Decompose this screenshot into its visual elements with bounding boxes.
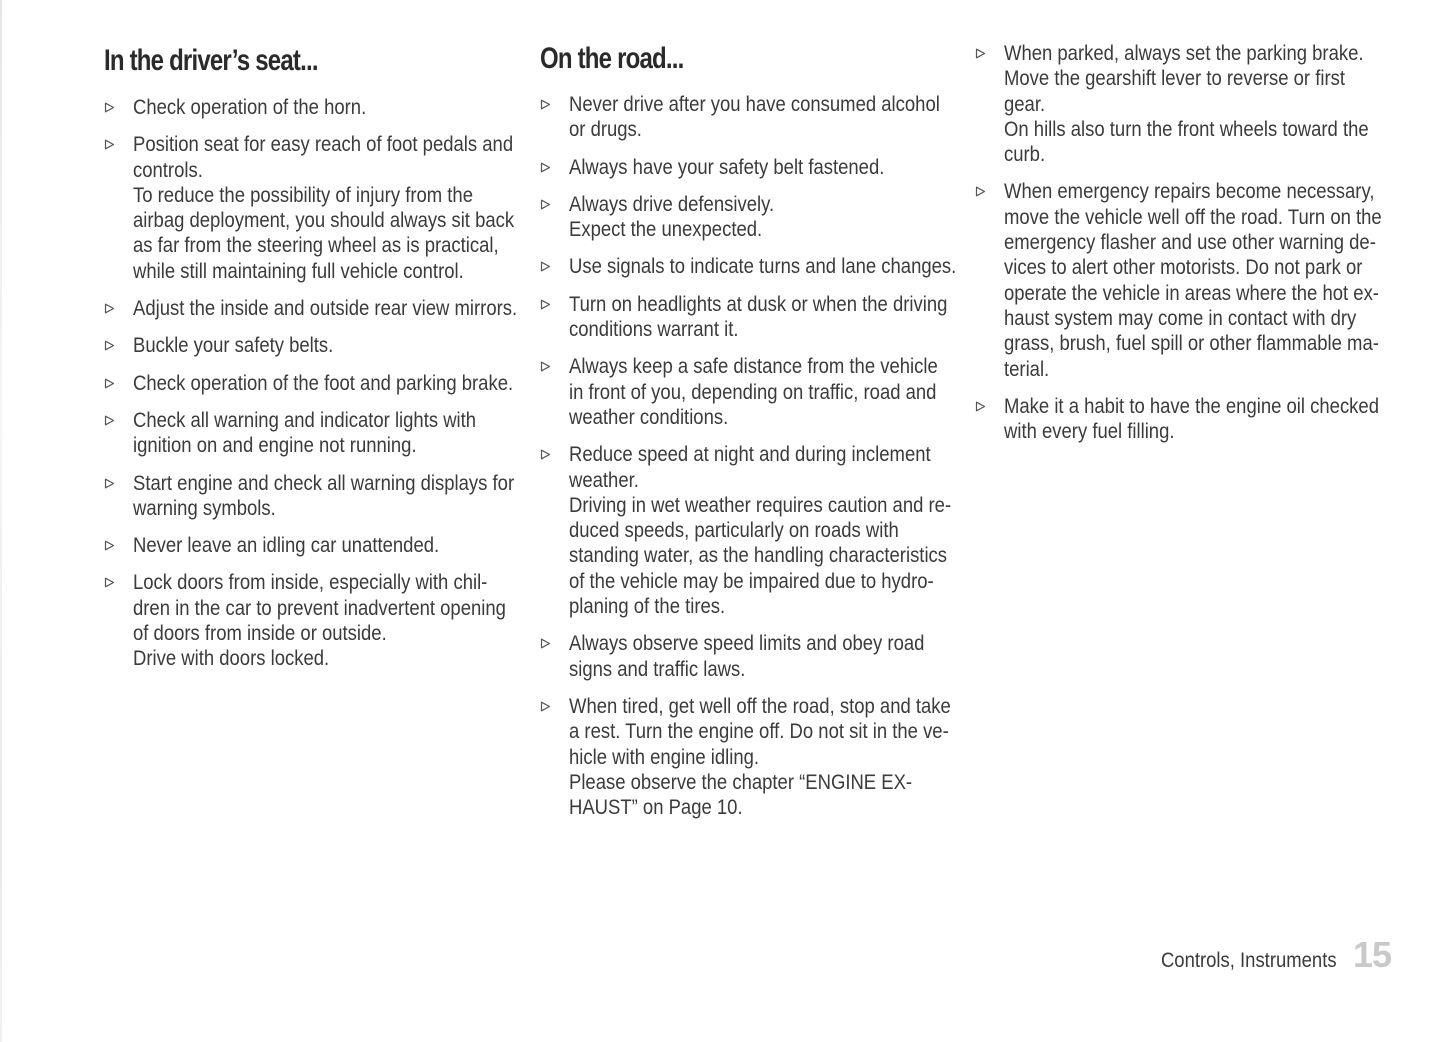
bullet-item xyxy=(104,533,524,558)
triangle-bullet-icon xyxy=(104,333,118,358)
bullet-item xyxy=(540,354,960,430)
bullet-text-line: hicle with engine idling. xyxy=(569,745,760,769)
bullet-text-line: Check operation of the foot and parking brake. xyxy=(133,371,514,395)
bullet-text-line: weather conditions. xyxy=(569,405,729,429)
bullet-text-line: HAUST” on Page 10. xyxy=(569,796,743,820)
triangle-bullet-icon xyxy=(104,296,118,321)
bullet-item xyxy=(540,155,960,180)
bullet-item xyxy=(104,95,524,120)
bullet-text-line: a rest. Turn the engine off. Do not sit in the ve- xyxy=(569,720,949,744)
bullet-item xyxy=(540,694,960,820)
bullet-item xyxy=(104,408,524,459)
bullet-item xyxy=(540,254,960,279)
bullet-list xyxy=(104,95,524,684)
bullet-text-line: operate the vehicle in areas where the hot ex- xyxy=(1004,281,1379,305)
bullet-text-line: airbag deployment, you should always sit back xyxy=(133,209,515,233)
bullet-text-line: Move the gearshift lever to reverse or first xyxy=(1004,67,1345,91)
bullet-text-line: Always observe speed limits and obey road xyxy=(569,632,925,656)
bullet-text-line: Driving in wet weather requires caution and re- xyxy=(569,493,952,517)
bullet-text-line: signs and traffic laws. xyxy=(569,657,746,681)
bullet-text-line: Always drive defensively. xyxy=(569,192,775,216)
triangle-bullet-icon xyxy=(540,292,554,317)
triangle-bullet-icon xyxy=(540,254,554,279)
page-footer xyxy=(1137,935,1391,975)
bullet-text-line: vices to alert other motorists. Do not park or xyxy=(1004,256,1363,280)
bullet-text-line: terial. xyxy=(1004,357,1050,381)
triangle-bullet-icon xyxy=(540,155,554,180)
bullet-text-line: Reduce speed at night and during inclement xyxy=(569,443,931,467)
bullet-list xyxy=(540,92,960,832)
page-number: 15 xyxy=(1352,934,1391,975)
bullet-text-line: standing water, as the handling characteristics xyxy=(569,544,948,568)
bullet-text-line: When parked, always set the parking brake. xyxy=(1004,42,1364,65)
triangle-bullet-icon xyxy=(104,471,118,496)
bullet-text-line: dren in the car to prevent inadvertent opening xyxy=(133,596,506,620)
bullet-text-line: grass, brush, fuel spill or other flammable ma- xyxy=(1004,332,1379,356)
bullet-text-line: gear. xyxy=(1004,92,1046,116)
bullet-item xyxy=(540,292,960,343)
bullet-text-line: conditions warrant it. xyxy=(569,318,739,342)
bullet-text-line: On hills also turn the front wheels toward the xyxy=(1004,117,1369,141)
bullet-item xyxy=(104,333,524,358)
bullet-item xyxy=(104,296,524,321)
bullet-text-line: Use signals to indicate turns and lane changes. xyxy=(569,255,957,279)
triangle-bullet-icon xyxy=(104,132,118,157)
bullet-text-line: Position seat for easy reach of foot pedals and xyxy=(133,133,514,157)
bullet-item xyxy=(104,471,524,522)
bullet-item xyxy=(104,132,524,284)
triangle-bullet-icon xyxy=(104,95,118,120)
bullet-text-line: Make it a habit to have the engine oil checked xyxy=(1004,394,1379,418)
bullet-text-line: Check all warning and indicator lights with xyxy=(133,408,477,432)
bullet-item xyxy=(540,92,960,143)
triangle-bullet-icon xyxy=(540,442,554,467)
bullet-item xyxy=(540,631,960,682)
bullet-item xyxy=(104,570,524,671)
bullet-item xyxy=(540,442,960,619)
triangle-bullet-icon xyxy=(104,371,118,396)
bullet-text-line: Start engine and check all warning displays for xyxy=(133,471,515,495)
triangle-bullet-icon xyxy=(104,570,118,595)
bullet-text-line: emergency flasher and use other warning de- xyxy=(1004,231,1376,255)
bullet-list xyxy=(975,41,1400,456)
bullet-text-line: move the vehicle well off the road. Turn on the xyxy=(1004,205,1382,229)
bullet-item xyxy=(975,179,1400,381)
section-heading: On the road... xyxy=(540,42,684,75)
bullet-text-line: while still maintaining full vehicle control. xyxy=(133,259,464,283)
bullet-text-line: Drive with doors locked. xyxy=(133,647,330,671)
bullet-text-line: Check operation of the horn. xyxy=(133,96,367,119)
bullet-text-line: Never leave an idling car unattended. xyxy=(133,534,440,558)
bullet-text-line: of doors from inside or outside. xyxy=(133,622,387,646)
bullet-text-line: or drugs. xyxy=(569,118,642,142)
bullet-item xyxy=(104,371,524,396)
footer-section-label: Controls, Instruments xyxy=(1161,949,1337,972)
bullet-item xyxy=(975,41,1400,167)
triangle-bullet-icon xyxy=(540,694,554,719)
triangle-bullet-icon xyxy=(540,631,554,656)
triangle-bullet-icon xyxy=(104,533,118,558)
bullet-text-line: of the vehicle may be impaired due to hydro- xyxy=(569,569,934,593)
bullet-text-line: controls. xyxy=(133,158,203,182)
section-heading: In the driver’s seat... xyxy=(104,44,318,77)
bullet-text-line: To reduce the possibility of injury from the xyxy=(133,183,473,207)
bullet-text-line: as far from the steering wheel as is practical, xyxy=(133,234,499,258)
bullet-item xyxy=(540,192,960,243)
triangle-bullet-icon xyxy=(975,179,989,204)
bullet-text-line: haust system may come in contact with dry xyxy=(1004,306,1357,330)
triangle-bullet-icon xyxy=(540,354,554,379)
bullet-item xyxy=(975,394,1400,445)
bullet-text-line: duced speeds, particularly on roads with xyxy=(569,519,899,543)
bullet-text-line: Turn on headlights at dusk or when the driving xyxy=(569,292,948,316)
bullet-text-line: weather. xyxy=(569,468,639,492)
bullet-text-line: with every fuel filling. xyxy=(1004,420,1175,444)
bullet-text-line: Always keep a safe distance from the vehicle xyxy=(569,355,938,379)
bullet-text-line: Buckle your safety belts. xyxy=(133,334,334,358)
bullet-text-line: planing of the tires. xyxy=(569,595,726,619)
triangle-bullet-icon xyxy=(540,192,554,217)
triangle-bullet-icon xyxy=(540,92,554,117)
bullet-text-line: warning symbols. xyxy=(133,496,276,520)
bullet-text-line: Adjust the inside and outside rear view mirrors. xyxy=(133,297,518,321)
bullet-text-line: Expect the unexpected. xyxy=(569,218,763,242)
triangle-bullet-icon xyxy=(975,41,989,66)
bullet-text-line: in front of you, depending on traffic, road and xyxy=(569,380,937,404)
bullet-text-line: ignition on and engine not running. xyxy=(133,434,417,458)
bullet-text-line: When emergency repairs become necessary, xyxy=(1004,180,1375,204)
bullet-text-line: Lock doors from inside, especially with chil- xyxy=(133,571,488,595)
bullet-text-line: curb. xyxy=(1004,143,1046,167)
bullet-text-line: Please observe the chapter “ENGINE EX- xyxy=(569,770,913,794)
bullet-text-line: Never drive after you have consumed alcohol xyxy=(569,93,940,116)
triangle-bullet-icon xyxy=(975,394,989,419)
bullet-text-line: When tired, get well off the road, stop and take xyxy=(569,694,951,718)
triangle-bullet-icon xyxy=(104,408,118,433)
page-edge xyxy=(0,0,2,1042)
bullet-text-line: Always have your safety belt fastened. xyxy=(569,155,885,179)
